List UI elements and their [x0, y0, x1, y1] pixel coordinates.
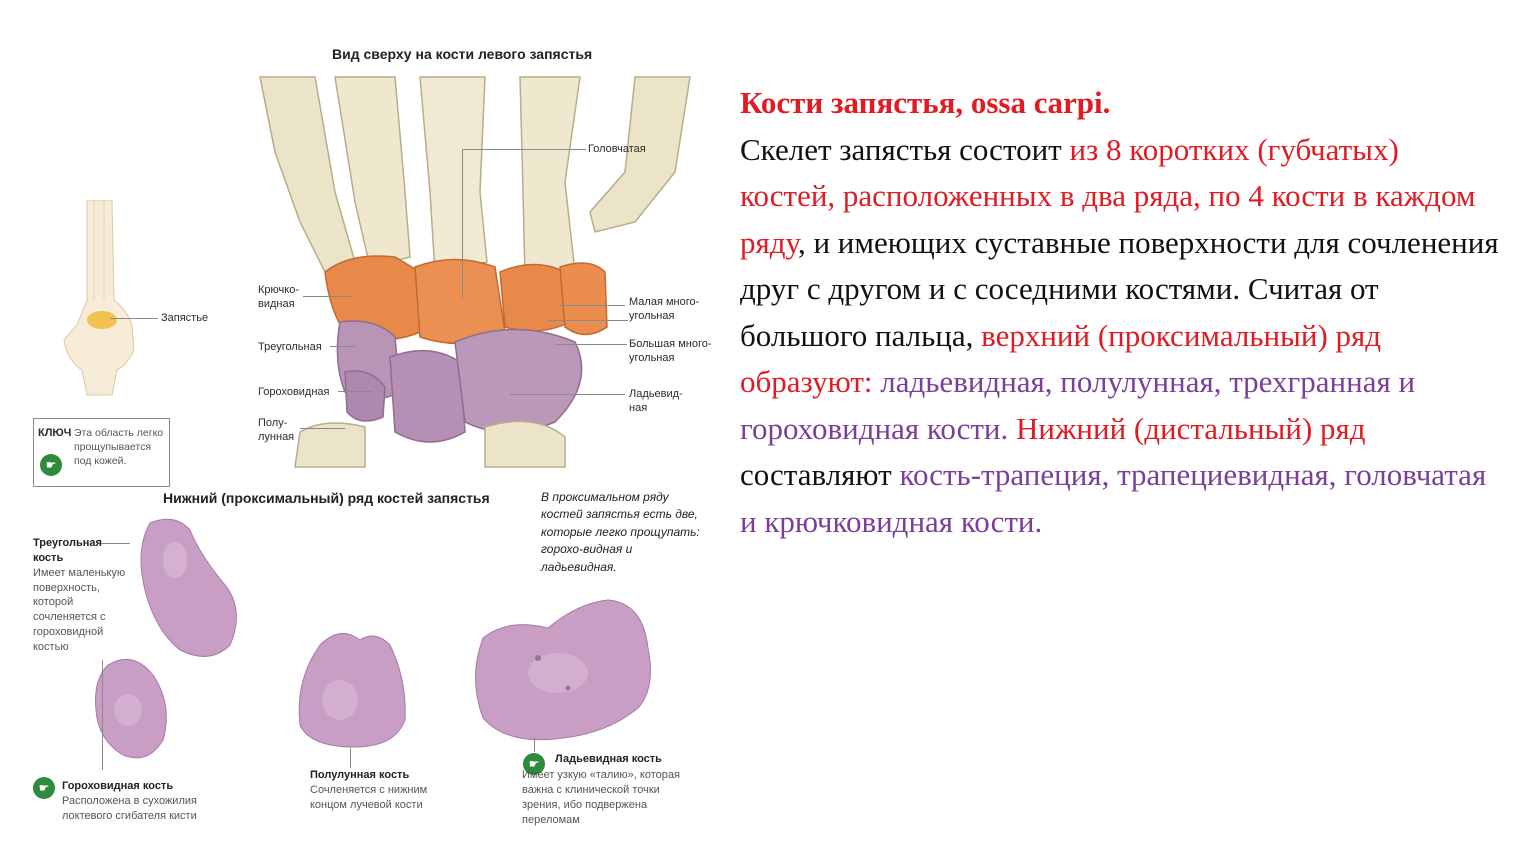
- diagram-top-title: Вид сверху на кости левого запястья: [332, 46, 593, 62]
- lunate-desc: [310, 768, 440, 813]
- triquetral-desc: [33, 536, 133, 655]
- metacarpal-3: [420, 77, 487, 272]
- text-s6: Нижний (дистальный) ряд: [1008, 410, 1366, 446]
- text-s2: из 8 коротких (губчатых) костей, расположенных в два ряда, по 4 кости в каждом ряду: [740, 131, 1476, 260]
- pisiform-touch-icon: ☛: [33, 777, 55, 799]
- scaphoid-desc: [522, 752, 687, 767]
- text-s8: кость-трапеция, трапециевидная, головчатая и крючковидная кости.: [740, 457, 1487, 539]
- lunate-title: Полулунная кость: [310, 769, 410, 781]
- text-s5: ладьевидная, полулунная, трехгранная и гороховидная кости.: [740, 364, 1416, 446]
- label-trapezium: Большая много-угольная: [629, 338, 712, 365]
- lunate-top: [390, 351, 465, 442]
- scaphoid-title: Ладьевидная кость: [555, 753, 662, 765]
- label-lunate: Полу-лунная: [258, 417, 295, 444]
- pisiform-text: Расположена в сухожилия локтевого сгибателя кисти: [62, 794, 197, 822]
- trapezium: [560, 263, 607, 335]
- text-s1: Скелет запястья состоит: [740, 131, 1070, 167]
- text-heading: Кости запястья, ossa carpi.: [740, 85, 1111, 120]
- label-scaphoid: Ладьевид-ная: [629, 388, 683, 415]
- label-pisiform: Гороховидная: [258, 386, 330, 398]
- pisiform-bone-image: [88, 655, 173, 765]
- key-label: КЛЮЧ: [38, 427, 72, 439]
- lunate-text: Сочленяется с нижним концом лучевой кости: [310, 783, 428, 811]
- main-text: [740, 80, 1500, 545]
- text-s4: верхний (проксимальный) ряд образуют:: [740, 317, 1382, 399]
- label-hamate: Крючко-видная: [258, 284, 299, 311]
- hand-illustration: [62, 200, 142, 400]
- touch-icon: ☛: [40, 454, 62, 476]
- pisiform-title: Гороховидная кость: [62, 780, 174, 792]
- triquetral-title: Треугольная кость: [33, 537, 102, 564]
- label-trapezoid: Малая много-угольная: [629, 296, 700, 323]
- triquetral-bone-image: [130, 515, 245, 665]
- text-s3: , и имеющих суставные поверхности для сочленения друг с другом и с соседними костями. Считая от большого пальца,: [740, 224, 1499, 353]
- radius: [485, 421, 565, 467]
- scaphoid-text: Имеет узкую «талию», которая важна с клинической точки зрения, ибо подвержена переломам: [522, 769, 680, 826]
- triquetral-text: Имеет маленькую поверхность, которой сочленяется с гороховидной костью: [33, 566, 126, 653]
- pisiform-desc: [62, 779, 212, 824]
- wrist-diagram: [0, 0, 720, 864]
- scaphoid-touch-icon: ☛: [523, 753, 545, 775]
- key-text: Эта область легко прощупывается под кожей.: [74, 427, 164, 468]
- bottom-note: В проксимальном ряду костей запястья есть две, которые легко прощупать: горохо-видная и ладьевидная.: [541, 490, 700, 574]
- diagram-bottom-title: Нижний (проксимальный) ряд костей запястья: [163, 490, 490, 506]
- key-box: [33, 418, 170, 487]
- text-s7: составляют: [740, 457, 900, 492]
- label-triangular: Треугольная: [258, 341, 322, 353]
- metacarpal-2: [520, 77, 580, 277]
- label-wrist: Запястье: [161, 312, 209, 324]
- scaphoid-bone-image: [468, 598, 658, 748]
- label-capitate: Головчатая: [588, 143, 646, 155]
- lunate-bone-image: [295, 625, 415, 750]
- trapezoid: [500, 265, 570, 332]
- ulna: [295, 423, 365, 467]
